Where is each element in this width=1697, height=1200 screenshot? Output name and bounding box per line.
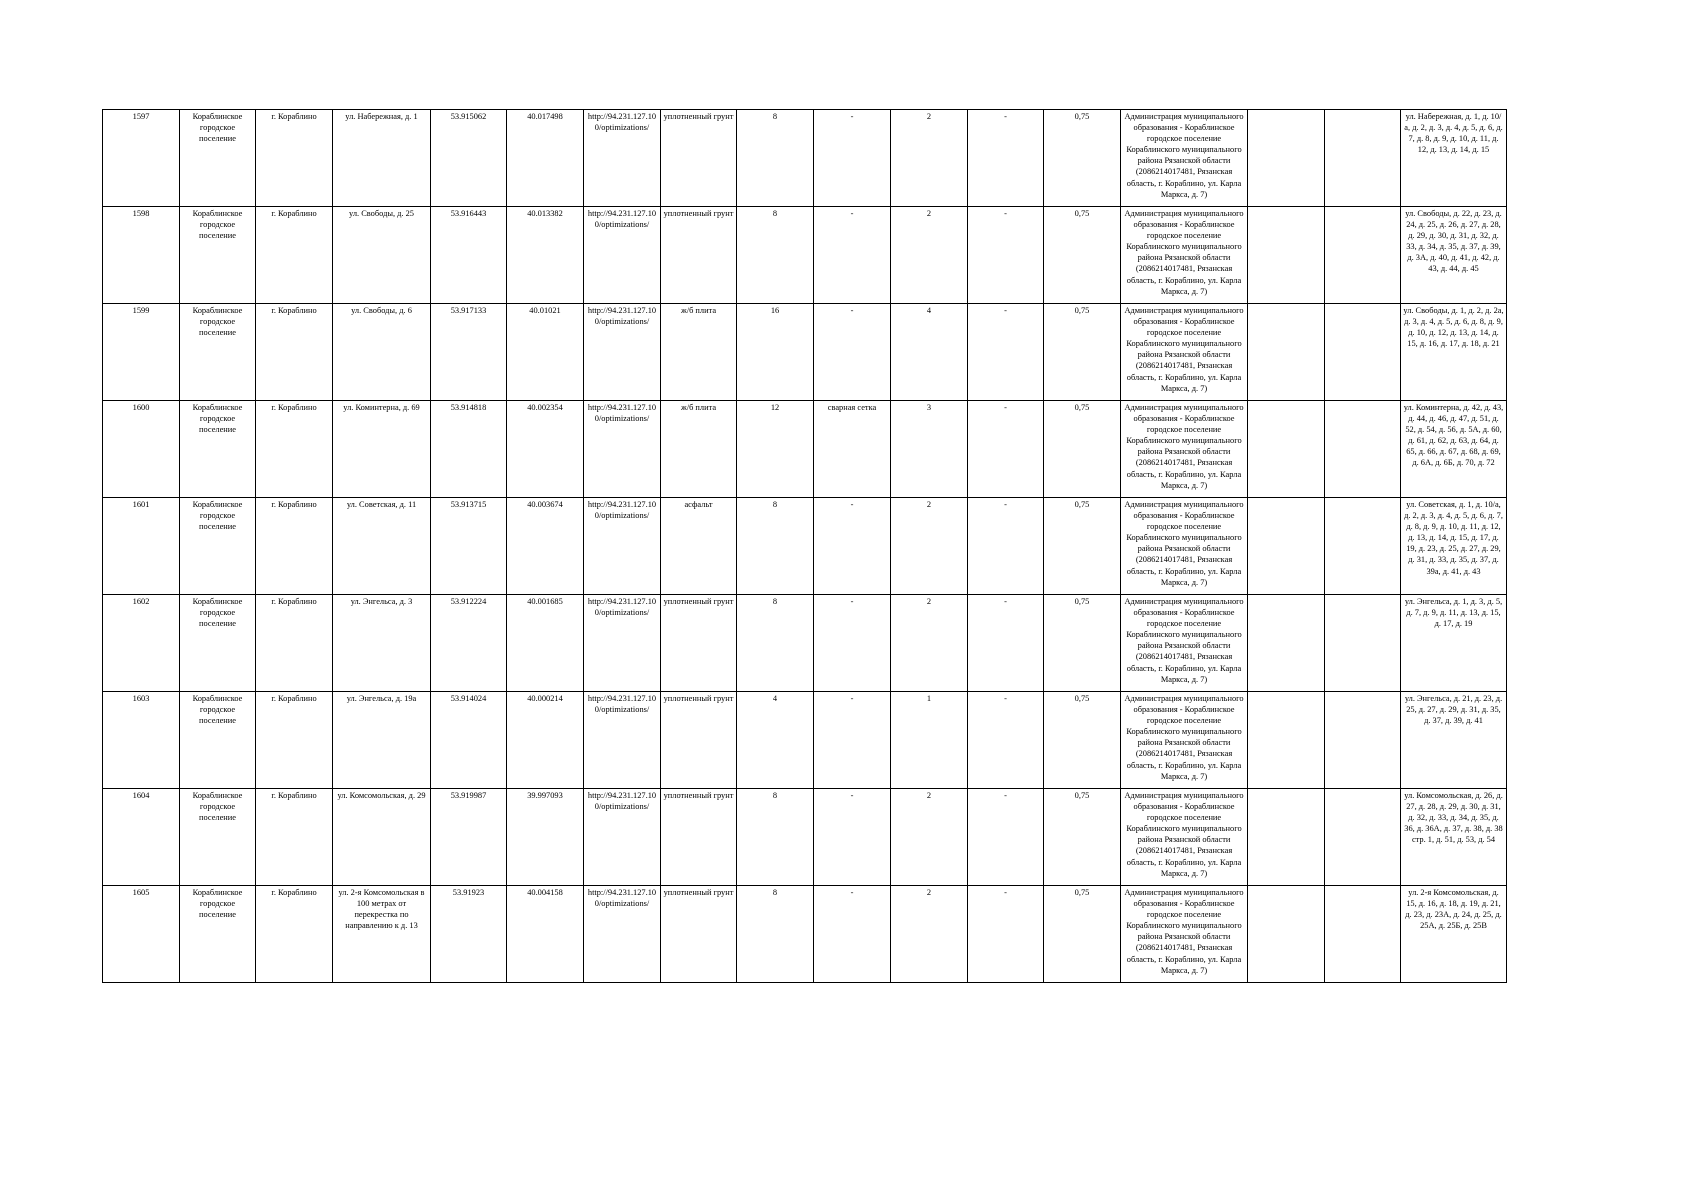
settlement-cell: Кораблинское городское поселение bbox=[180, 595, 256, 692]
empty-cell bbox=[1325, 401, 1401, 498]
longitude-cell: 40.017498 bbox=[507, 110, 584, 207]
latitude-cell: 53.914818 bbox=[431, 401, 507, 498]
row-number-cell: 1601 bbox=[103, 498, 180, 595]
container-volume-cell: 0,75 bbox=[1044, 207, 1121, 304]
owner-cell: Администрация муниципального образования - Кораблинское городское поселение Кораблинского муниципального района Рязанской области (2086214017481, Рязанская область, г. Кораблино, ул. Карла Маркса, д. 7) bbox=[1121, 110, 1248, 207]
owner-cell: Администрация муниципального образования - Кораблинское городское поселение Кораблинского муниципального района Рязанской области (2086214017481, Рязанская область, г. Кораблино, ул. Карла Маркса, д. 7) bbox=[1121, 886, 1248, 983]
locality-cell: г. Кораблино bbox=[256, 110, 333, 207]
container-count-cell: 2 bbox=[891, 789, 968, 886]
owner-cell: Администрация муниципального образования - Кораблинское городское поселение Кораблинского муниципального района Рязанской области (2086214017481, Рязанская область, г. Кораблино, ул. Карла Маркса, д. 7) bbox=[1121, 207, 1248, 304]
map-link-cell: http://94.231.127.10 0/optimizations/ bbox=[584, 304, 661, 401]
longitude-cell: 40.01021 bbox=[507, 304, 584, 401]
waste-sources-cell: ул. 2-я Комсомольская, д. 15, д. 16, д. 18, д. 19, д. 21, д. 23, д. 23А, д. 24, д. 25, д. 25А, д. 25Б, д. 25В bbox=[1401, 886, 1507, 983]
locality-cell: г. Кораблино bbox=[256, 207, 333, 304]
row-number-cell: 1602 bbox=[103, 595, 180, 692]
empty-cell bbox=[1248, 110, 1325, 207]
longitude-cell: 40.003674 bbox=[507, 498, 584, 595]
container-count-cell: 2 bbox=[891, 498, 968, 595]
empty-cell bbox=[1248, 401, 1325, 498]
empty-cell bbox=[1325, 692, 1401, 789]
waste-sources-cell: ул. Советская, д. 1, д. 10/а, д. 2, д. 3, д. 4, д. 5, д. 6, д. 7, д. 8, д. 9, д. 10, д. 11, д. 12, д. 13, д. 14, д. 15, д. 17, д. 19, д. 23, д. 25, д. 27, д. 29, д. 31, д. 33, д. 35, д. 37, д. 39а, д. 41, д. 43 bbox=[1401, 498, 1507, 595]
address-cell: ул. 2-я Комсомольская в 100 метрах от перекрестка по направлению к д. 13 bbox=[333, 886, 431, 983]
table-row bbox=[103, 110, 1507, 207]
settlement-cell: Кораблинское городское поселение bbox=[180, 789, 256, 886]
empty-cell bbox=[1325, 789, 1401, 886]
planned-container-cell: - bbox=[968, 207, 1044, 304]
fence-type-cell: - bbox=[814, 789, 891, 886]
waste-sources-cell: ул. Комсомольская, д. 26, д. 27, д. 28, д. 29, д. 30, д. 31, д. 32, д. 33, д. 34, д. 35, д. 36, д. 36А, д. 37, д. 38, д. 38 стр. 1, д. 51, д. 53, д. 54 bbox=[1401, 789, 1507, 886]
owner-cell: Администрация муниципального образования - Кораблинское городское поселение Кораблинского муниципального района Рязанской области (2086214017481, Рязанская область, г. Кораблино, ул. Карла Маркса, д. 7) bbox=[1121, 789, 1248, 886]
map-link-cell: http://94.231.127.10 0/optimizations/ bbox=[584, 692, 661, 789]
settlement-cell: Кораблинское городское поселение bbox=[180, 401, 256, 498]
settlement-cell: Кораблинское городское поселение bbox=[180, 692, 256, 789]
empty-cell bbox=[1325, 595, 1401, 692]
container-count-cell: 2 bbox=[891, 886, 968, 983]
owner-cell: Администрация муниципального образования - Кораблинское городское поселение Кораблинского муниципального района Рязанской области (2086214017481, Рязанская область, г. Кораблино, ул. Карла Маркса, д. 7) bbox=[1121, 304, 1248, 401]
waste-sources-cell: ул. Энгельса, д. 1, д. 3, д. 5, д. 7, д. 9, д. 11, д. 13, д. 15, д. 17, д. 19 bbox=[1401, 595, 1507, 692]
planned-container-cell: - bbox=[968, 789, 1044, 886]
area-cell: 12 bbox=[737, 401, 814, 498]
empty-cell bbox=[1325, 207, 1401, 304]
fence-type-cell: - bbox=[814, 304, 891, 401]
longitude-cell: 40.013382 bbox=[507, 207, 584, 304]
table-row bbox=[103, 498, 1507, 595]
empty-cell bbox=[1248, 789, 1325, 886]
surface-type-cell: ж/б плита bbox=[661, 401, 737, 498]
settlement-cell: Кораблинское городское поселение bbox=[180, 110, 256, 207]
area-cell: 8 bbox=[737, 886, 814, 983]
waste-sources-cell: ул. Коминтерна, д. 42, д. 43, д. 44, д. 46, д. 47, д. 51, д. 52, д. 54, д. 56, д. 5А, д. 60, д. 61, д. 62, д. 63, д. 64, д. 65, д. 66, д. 67, д. 68, д. 69, д. 6А, д. 6Б, д. 70, д. 72 bbox=[1401, 401, 1507, 498]
container-volume-cell: 0,75 bbox=[1044, 886, 1121, 983]
latitude-cell: 53.913715 bbox=[431, 498, 507, 595]
planned-container-cell: - bbox=[968, 304, 1044, 401]
area-cell: 8 bbox=[737, 207, 814, 304]
fence-type-cell: - bbox=[814, 498, 891, 595]
container-count-cell: 2 bbox=[891, 110, 968, 207]
container-volume-cell: 0,75 bbox=[1044, 595, 1121, 692]
registry-table-body bbox=[103, 110, 1507, 983]
map-link-cell: http://94.231.127.10 0/optimizations/ bbox=[584, 595, 661, 692]
owner-cell: Администрация муниципального образования - Кораблинское городское поселение Кораблинского муниципального района Рязанской области (2086214017481, Рязанская область, г. Кораблино, ул. Карла Маркса, д. 7) bbox=[1121, 595, 1248, 692]
planned-container-cell: - bbox=[968, 595, 1044, 692]
address-cell: ул. Комсомольская, д. 29 bbox=[333, 789, 431, 886]
fence-type-cell: - bbox=[814, 110, 891, 207]
settlement-cell: Кораблинское городское поселение bbox=[180, 498, 256, 595]
row-number-cell: 1603 bbox=[103, 692, 180, 789]
longitude-cell: 40.002354 bbox=[507, 401, 584, 498]
fence-type-cell: сварная сетка bbox=[814, 401, 891, 498]
settlement-cell: Кораблинское городское поселение bbox=[180, 304, 256, 401]
row-number-cell: 1599 bbox=[103, 304, 180, 401]
address-cell: ул. Набережная, д. 1 bbox=[333, 110, 431, 207]
surface-type-cell: уплотненный грунт bbox=[661, 886, 737, 983]
waste-sources-cell: ул. Набережная, д. 1, д. 10/а, д. 2, д. 3, д. 4, д. 5, д. 6, д. 7, д. 8, д. 9, д. 10, д. 11, д. 12, д. 13, д. 14, д. 15 bbox=[1401, 110, 1507, 207]
area-cell: 4 bbox=[737, 692, 814, 789]
container-volume-cell: 0,75 bbox=[1044, 401, 1121, 498]
row-number-cell: 1600 bbox=[103, 401, 180, 498]
empty-cell bbox=[1248, 692, 1325, 789]
longitude-cell: 40.004158 bbox=[507, 886, 584, 983]
container-count-cell: 3 bbox=[891, 401, 968, 498]
table-row bbox=[103, 595, 1507, 692]
empty-cell bbox=[1325, 110, 1401, 207]
latitude-cell: 53.91923 bbox=[431, 886, 507, 983]
surface-type-cell: асфальт bbox=[661, 498, 737, 595]
area-cell: 8 bbox=[737, 498, 814, 595]
settlement-cell: Кораблинское городское поселение bbox=[180, 886, 256, 983]
planned-container-cell: - bbox=[968, 692, 1044, 789]
table-row bbox=[103, 401, 1507, 498]
map-link-cell: http://94.231.127.10 0/optimizations/ bbox=[584, 401, 661, 498]
locality-cell: г. Кораблино bbox=[256, 595, 333, 692]
planned-container-cell: - bbox=[968, 886, 1044, 983]
container-volume-cell: 0,75 bbox=[1044, 304, 1121, 401]
longitude-cell: 40.000214 bbox=[507, 692, 584, 789]
planned-container-cell: - bbox=[968, 498, 1044, 595]
address-cell: ул. Советская, д. 11 bbox=[333, 498, 431, 595]
container-count-cell: 1 bbox=[891, 692, 968, 789]
locality-cell: г. Кораблино bbox=[256, 886, 333, 983]
container-volume-cell: 0,75 bbox=[1044, 110, 1121, 207]
table-row bbox=[103, 886, 1507, 983]
latitude-cell: 53.915062 bbox=[431, 110, 507, 207]
surface-type-cell: уплотненный грунт bbox=[661, 207, 737, 304]
empty-cell bbox=[1325, 886, 1401, 983]
row-number-cell: 1598 bbox=[103, 207, 180, 304]
owner-cell: Администрация муниципального образования - Кораблинское городское поселение Кораблинского муниципального района Рязанской области (2086214017481, Рязанская область, г. Кораблино, ул. Карла Маркса, д. 7) bbox=[1121, 498, 1248, 595]
container-volume-cell: 0,75 bbox=[1044, 692, 1121, 789]
table-row bbox=[103, 692, 1507, 789]
surface-type-cell: уплотненный грунт bbox=[661, 595, 737, 692]
row-number-cell: 1604 bbox=[103, 789, 180, 886]
table-row bbox=[103, 304, 1507, 401]
area-cell: 8 bbox=[737, 110, 814, 207]
map-link-cell: http://94.231.127.10 0/optimizations/ bbox=[584, 207, 661, 304]
empty-cell bbox=[1248, 595, 1325, 692]
empty-cell bbox=[1325, 304, 1401, 401]
surface-type-cell: ж/б плита bbox=[661, 304, 737, 401]
row-number-cell: 1597 bbox=[103, 110, 180, 207]
owner-cell: Администрация муниципального образования - Кораблинское городское поселение Кораблинского муниципального района Рязанской области (2086214017481, Рязанская область, г. Кораблино, ул. Карла Маркса, д. 7) bbox=[1121, 401, 1248, 498]
area-cell: 16 bbox=[737, 304, 814, 401]
empty-cell bbox=[1248, 207, 1325, 304]
fence-type-cell: - bbox=[814, 886, 891, 983]
map-link-cell: http://94.231.127.10 0/optimizations/ bbox=[584, 110, 661, 207]
address-cell: ул. Свободы, д. 25 bbox=[333, 207, 431, 304]
container-count-cell: 2 bbox=[891, 207, 968, 304]
locality-cell: г. Кораблино bbox=[256, 692, 333, 789]
table-row bbox=[103, 207, 1507, 304]
latitude-cell: 53.912224 bbox=[431, 595, 507, 692]
address-cell: ул. Энгельса, д. 19а bbox=[333, 692, 431, 789]
locality-cell: г. Кораблино bbox=[256, 304, 333, 401]
latitude-cell: 53.919987 bbox=[431, 789, 507, 886]
table-row bbox=[103, 789, 1507, 886]
longitude-cell: 39.997093 bbox=[507, 789, 584, 886]
fence-type-cell: - bbox=[814, 207, 891, 304]
latitude-cell: 53.914024 bbox=[431, 692, 507, 789]
longitude-cell: 40.001685 bbox=[507, 595, 584, 692]
map-link-cell: http://94.231.127.10 0/optimizations/ bbox=[584, 498, 661, 595]
latitude-cell: 53.917133 bbox=[431, 304, 507, 401]
fence-type-cell: - bbox=[814, 692, 891, 789]
address-cell: ул. Энгельса, д. 3 bbox=[333, 595, 431, 692]
planned-container-cell: - bbox=[968, 401, 1044, 498]
waste-sources-cell: ул. Свободы, д. 22, д. 23, д. 24, д. 25, д. 26, д. 27, д. 28, д. 29, д. 30, д. 31, д. 32, д. 33, д. 34, д. 35, д. 37, д. 39, д. 3А, д. 40, д. 41, д. 42, д. 43, д. 44, д. 45 bbox=[1401, 207, 1507, 304]
fence-type-cell: - bbox=[814, 595, 891, 692]
waste-sources-cell: ул. Энгельса, д. 21, д. 23, д. 25, д. 27, д. 29, д. 31, д. 35, д. 37, д. 39, д. 41 bbox=[1401, 692, 1507, 789]
registry-table bbox=[102, 109, 1507, 983]
empty-cell bbox=[1248, 498, 1325, 595]
settlement-cell: Кораблинское городское поселение bbox=[180, 207, 256, 304]
container-volume-cell: 0,75 bbox=[1044, 498, 1121, 595]
owner-cell: Администрация муниципального образования - Кораблинское городское поселение Кораблинского муниципального района Рязанской области (2086214017481, Рязанская область, г. Кораблино, ул. Карла Маркса, д. 7) bbox=[1121, 692, 1248, 789]
area-cell: 8 bbox=[737, 789, 814, 886]
map-link-cell: http://94.231.127.10 0/optimizations/ bbox=[584, 886, 661, 983]
address-cell: ул. Свободы, д. 6 bbox=[333, 304, 431, 401]
container-volume-cell: 0,75 bbox=[1044, 789, 1121, 886]
container-count-cell: 2 bbox=[891, 595, 968, 692]
address-cell: ул. Коминтерна, д. 69 bbox=[333, 401, 431, 498]
empty-cell bbox=[1325, 498, 1401, 595]
locality-cell: г. Кораблино bbox=[256, 401, 333, 498]
locality-cell: г. Кораблино bbox=[256, 789, 333, 886]
container-count-cell: 4 bbox=[891, 304, 968, 401]
surface-type-cell: уплотненный грунт bbox=[661, 789, 737, 886]
row-number-cell: 1605 bbox=[103, 886, 180, 983]
waste-sources-cell: ул. Свободы, д. 1, д. 2, д. 2а, д. 3, д. 4, д. 5, д. 6, д. 8, д. 9, д. 10, д. 12, д. 13, д. 14, д. 15, д. 16, д. 17, д. 18, д. 21 bbox=[1401, 304, 1507, 401]
surface-type-cell: уплотненный грунт bbox=[661, 692, 737, 789]
area-cell: 8 bbox=[737, 595, 814, 692]
empty-cell bbox=[1248, 304, 1325, 401]
surface-type-cell: уплотненный грунт bbox=[661, 110, 737, 207]
planned-container-cell: - bbox=[968, 110, 1044, 207]
locality-cell: г. Кораблино bbox=[256, 498, 333, 595]
map-link-cell: http://94.231.127.10 0/optimizations/ bbox=[584, 789, 661, 886]
latitude-cell: 53.916443 bbox=[431, 207, 507, 304]
empty-cell bbox=[1248, 886, 1325, 983]
